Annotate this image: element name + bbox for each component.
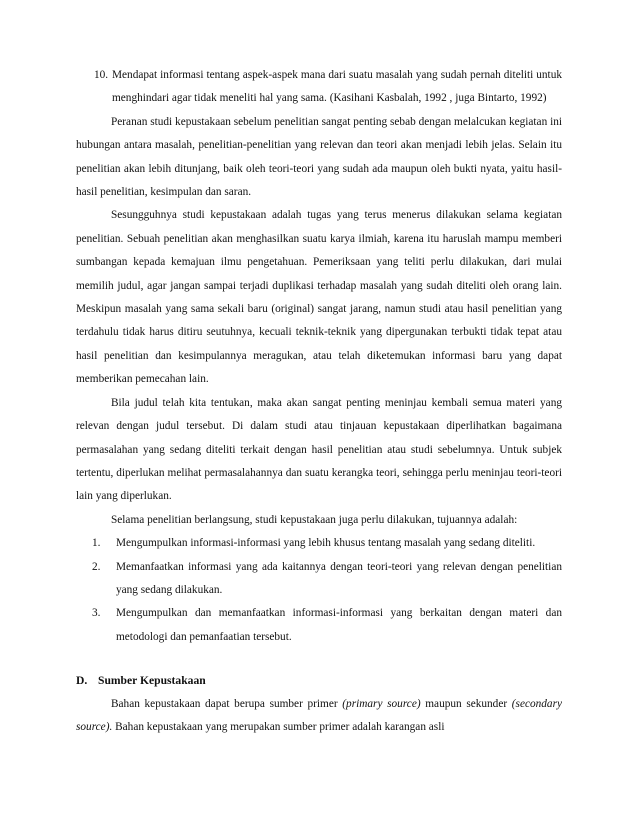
numbered-item-10 bbox=[94, 64, 562, 111]
list-number: 2. bbox=[92, 560, 101, 573]
paragraph: Bila judul telah kita tentukan, maka akan sangat penting meninjau kembali semua materi yang relevan dengan judul tersebut. Di dalam studi atau tinjauan kepustakaan diperlihatkan bagaimana permasalahan yang sedang diteliti terkait dengan hasil penelitian atau studi sebelumnya. Untuk subjek tertentu, diperlukan melihat permasalahannya dan suatu kerangka teori, sehingga perlu meninjau teori-teori lain yang diperlukan. bbox=[76, 396, 562, 503]
list-text: Mengumpulkan dan memanfaatkan informasi-informasi yang berkaitan dengan materi dan metodologi dan pemanfaatian tersebut. bbox=[116, 607, 562, 643]
list-text: Memanfaatkan informasi yang ada kaitannya dengan teori-teori yang relevan dengan penelitian yang sedang dilakukan. bbox=[116, 560, 562, 596]
italic-term: (secondary source). bbox=[76, 697, 562, 733]
italic-term: (primary source) bbox=[342, 697, 421, 710]
list-number: 3. bbox=[92, 607, 101, 620]
list-item bbox=[92, 602, 562, 649]
paragraph: Sesungguhnya studi kepustakaan adalah tugas yang terus menerus dilakukan selama kegiatan penelitian. Sebuah penelitian akan menghasilkan suatu karya ilmiah, karena itu haruslah mampu memberi sumbangan kepada kemajuan ilmu pengetahuan. Pemeriksaan yang teliti perlu dilakukan, dari mulai memilih judul, agar jangan sampai terjadi duplikasi terhadap masalah yang sudah diteliti oleh orang lain. Meskipun masalah yang sama sekali baru (original) sangat jarang, namun studi atau hasil penelitian yang terdahulu tidak harus ditiru seutuhnya, kecuali teknik-teknik yang dipergunakan terbukti tidak tepat atau hasil penelitian dan kesimpulannya meragukan, atau telah diketemukan informasi baru yang dapat memberikan pemecahan lain. bbox=[76, 209, 562, 386]
section-number: D. bbox=[76, 674, 88, 688]
text-run: Bahan kepustakaan yang merupakan sumber primer adalah karangan asli bbox=[112, 720, 445, 733]
item-text: Mendapat informasi tentang aspek-aspek mana dari suatu masalah yang sudah pernah diteliti untuk menghindari agar tidak meneliti hal yang sama. (Kasihani Kasbalah, 1992 , juga Bintarto, 1992) bbox=[112, 69, 562, 105]
list-item bbox=[92, 556, 562, 603]
section-paragraph bbox=[76, 693, 562, 740]
section-title: Sumber Kepustakaan bbox=[98, 674, 206, 688]
text-run: Bahan kepustakaan dapat berupa sumber primer bbox=[111, 697, 343, 710]
list-text: Mengumpulkan informasi-informasi yang lebih khusus tentang masalah yang sedang diteliti. bbox=[116, 537, 536, 550]
section-heading bbox=[76, 669, 562, 692]
paragraph: Selama penelitian berlangsung, studi kepustakaan juga perlu dilakukan, tujuannya adalah: bbox=[111, 513, 518, 526]
text-run: maupun sekunder bbox=[420, 697, 512, 710]
paragraph: Peranan studi kepustakaan sebelum penelitian sangat penting sebab dengan melalcukan kegiatan ini hubungan antara masalah, penelitian-penelitian yang relevan dan teori akan menjadi lebih jelas. Selain itu penelitian akan lebih ditunjang, baik oleh teori-teori yang sudah ada maupun oleh bukti nyata, yaitu hasil-hasil penelitian, kesimpulan dan saran. bbox=[76, 115, 562, 199]
item-number: 10. bbox=[94, 69, 109, 81]
list-number: 1. bbox=[92, 537, 101, 550]
list-item bbox=[92, 532, 562, 555]
